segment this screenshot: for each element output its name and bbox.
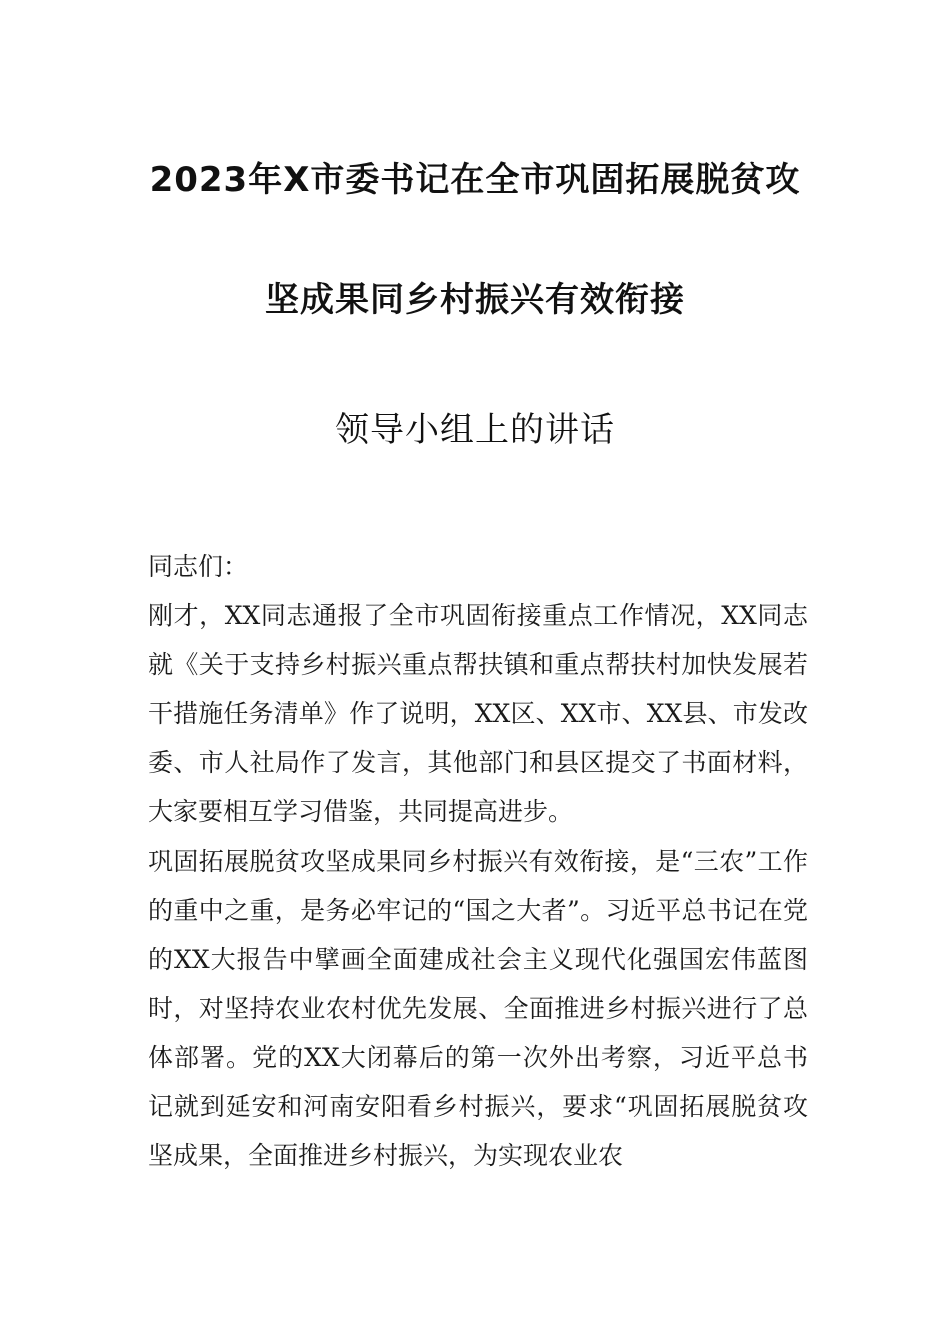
paragraph-1: 刚才，XX同志通报了全市巩固衔接重点工作情况，XX同志就《关于支持乡村振兴重点帮扶镇和重点帮扶村加快发展若干措施任务清单》作了说明，XX区、XX市、XX县、市发改委、市人社局作了发言，其他部门和县区提交了书面材料，大家要相互学习借鉴，共同提高进步。	[148, 601, 808, 826]
paragraph-2: 巩固拓展脱贫攻坚成果同乡村振兴有效衔接，是“三农”工作的重中之重，是务必牢记的“国之大者”。习近平总书记在党的XX大报告中擘画全面建成社会主义现代化强国宏伟蓝图时，对坚持农业农村优先发展、全面推进乡村振兴进行了总体部署。党的XX大闭幕后的第一次外出考察，习近平总书记就到延安和河南安阳看乡村振兴，要求“巩固拓展脱贫攻坚成果，全面推进乡村振兴，为实现农业农	[148, 847, 808, 1170]
title-line-1: 2023年X市委书记在全市巩固拓展脱贫攻	[149, 160, 801, 200]
title-line-2: 坚成果同乡村振兴有效衔接	[265, 280, 685, 320]
title-line-3: 领导小组上的讲话	[335, 410, 615, 450]
salutation: 同志们：	[148, 552, 249, 581]
